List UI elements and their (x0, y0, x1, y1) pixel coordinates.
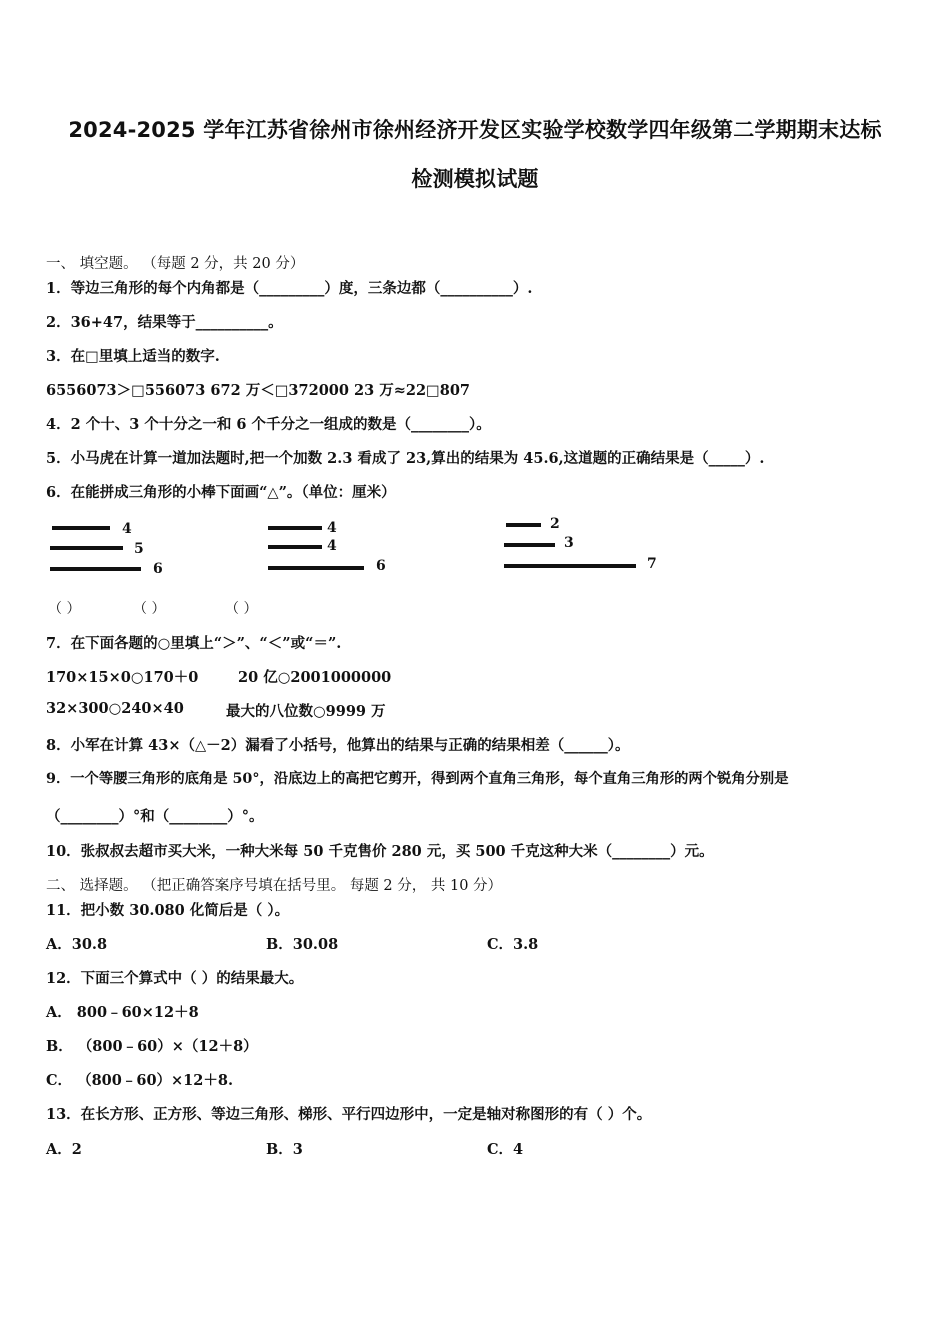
question-4: 4．2 个十、3 个十分之一和 6 个千分之一组成的数是（________）。 (46, 416, 491, 433)
section2-heading: 二、 选择题。 （把正确答案序号填在括号里。 每题 2 分， 共 10 分） (46, 878, 503, 894)
stick-label: 3 (564, 535, 574, 551)
question-5: 5．小马虎在计算一道加法题时,把一个加数 2.3 看成了 23,算出的结果为 45.6,这道题的正确结果是（_____）. (46, 450, 765, 467)
doc-title-line1: 2024-2025 学年江苏省徐州市徐州经济开发区实验学校数学四年级第二学期期末达标 (68, 118, 882, 142)
stick-label: 7 (647, 556, 657, 572)
section1-heading: 一、 填空题。 （每题 2 分，共 20 分） (46, 256, 305, 272)
option-c: C．4 (487, 1141, 524, 1158)
doc-title-line2: 检测模拟试题 (411, 167, 539, 191)
stick-label: 5 (134, 541, 144, 557)
stick-b1 (268, 526, 322, 530)
stick-c3 (504, 564, 636, 568)
stick-a3 (50, 567, 141, 571)
question-3: 3．在□里填上适当的数字. (46, 348, 220, 365)
question-7c: 32×300○240×40 (46, 700, 184, 717)
answer-paren-b: （ ） (133, 601, 166, 617)
question-8: 8．小军在计算 43×（△－2）漏看了小括号，他算出的结果与正确的结果相差（______）。 (46, 737, 630, 754)
stick-a2 (50, 546, 123, 550)
stick-label: 2 (550, 516, 560, 532)
option-a: A．2 (46, 1141, 82, 1158)
stick-a1 (52, 526, 110, 530)
question-6: 6．在能拼成三角形的小棒下面画“△”。（单位：厘米） (46, 484, 396, 501)
question-2: 2．36+47，结果等于__________。 (46, 314, 283, 331)
stick-b3 (268, 566, 364, 570)
option-c: C． （800﹣60）×12＋8. (46, 1072, 233, 1089)
option-a: A． 800﹣60×12＋8 (46, 1004, 199, 1021)
option-b: B． （800﹣60）×（12＋8） (46, 1038, 258, 1055)
question-9: 9．一个等腰三角形的底角是 50°，沿底边上的高把它剪开，得到两个直角三角形，每个直角三角形的两个锐角分别是 (46, 771, 789, 787)
stick-label: 4 (327, 520, 337, 536)
question-7a: 170×15×0○170＋0 (46, 669, 199, 686)
option-c: C．3.8 (487, 936, 539, 953)
option-b: B．3 (266, 1141, 303, 1158)
question-7d: 最大的八位数○9999 万 (226, 703, 386, 720)
question-7b: 20 亿○2001000000 (238, 669, 392, 686)
question-10: 10．张叔叔去超市买大米，一种大米每 50 千克售价 280 元，买 500 千克这种大米（________）元。 (46, 843, 714, 860)
stick-label: 6 (153, 561, 163, 577)
stick-b2 (268, 545, 322, 549)
answer-paren-c: （ ） (225, 601, 258, 617)
option-b: B．30.08 (266, 936, 339, 953)
question-9-answer: （________）°和（________）°。 (46, 808, 264, 825)
stick-label: 4 (327, 538, 337, 554)
question-7: 7．在下面各题的○里填上“＞”、“＜”或“＝”. (46, 635, 342, 652)
stick-c1 (506, 523, 541, 527)
question-3-items: 6556073＞□556073 672 万＜□372000 23 万≈22□807 (46, 382, 471, 399)
answer-paren-a: （ ） (48, 601, 81, 617)
stick-c2 (504, 543, 555, 547)
option-a: A．30.8 (46, 936, 108, 953)
question-12: 12．下面三个算式中（ ）的结果最大。 (46, 970, 304, 987)
question-1: 1．等边三角形的每个内角都是（_________）度，三条边都（__________）. (46, 280, 533, 297)
question-13: 13．在长方形、正方形、等边三角形、梯形、平行四边形中，一定是轴对称图形的有（ ）个。 (46, 1106, 652, 1123)
question-11: 11．把小数 30.080 化简后是（ ）。 (46, 902, 290, 919)
stick-label: 6 (376, 558, 386, 574)
stick-label: 4 (122, 521, 132, 537)
